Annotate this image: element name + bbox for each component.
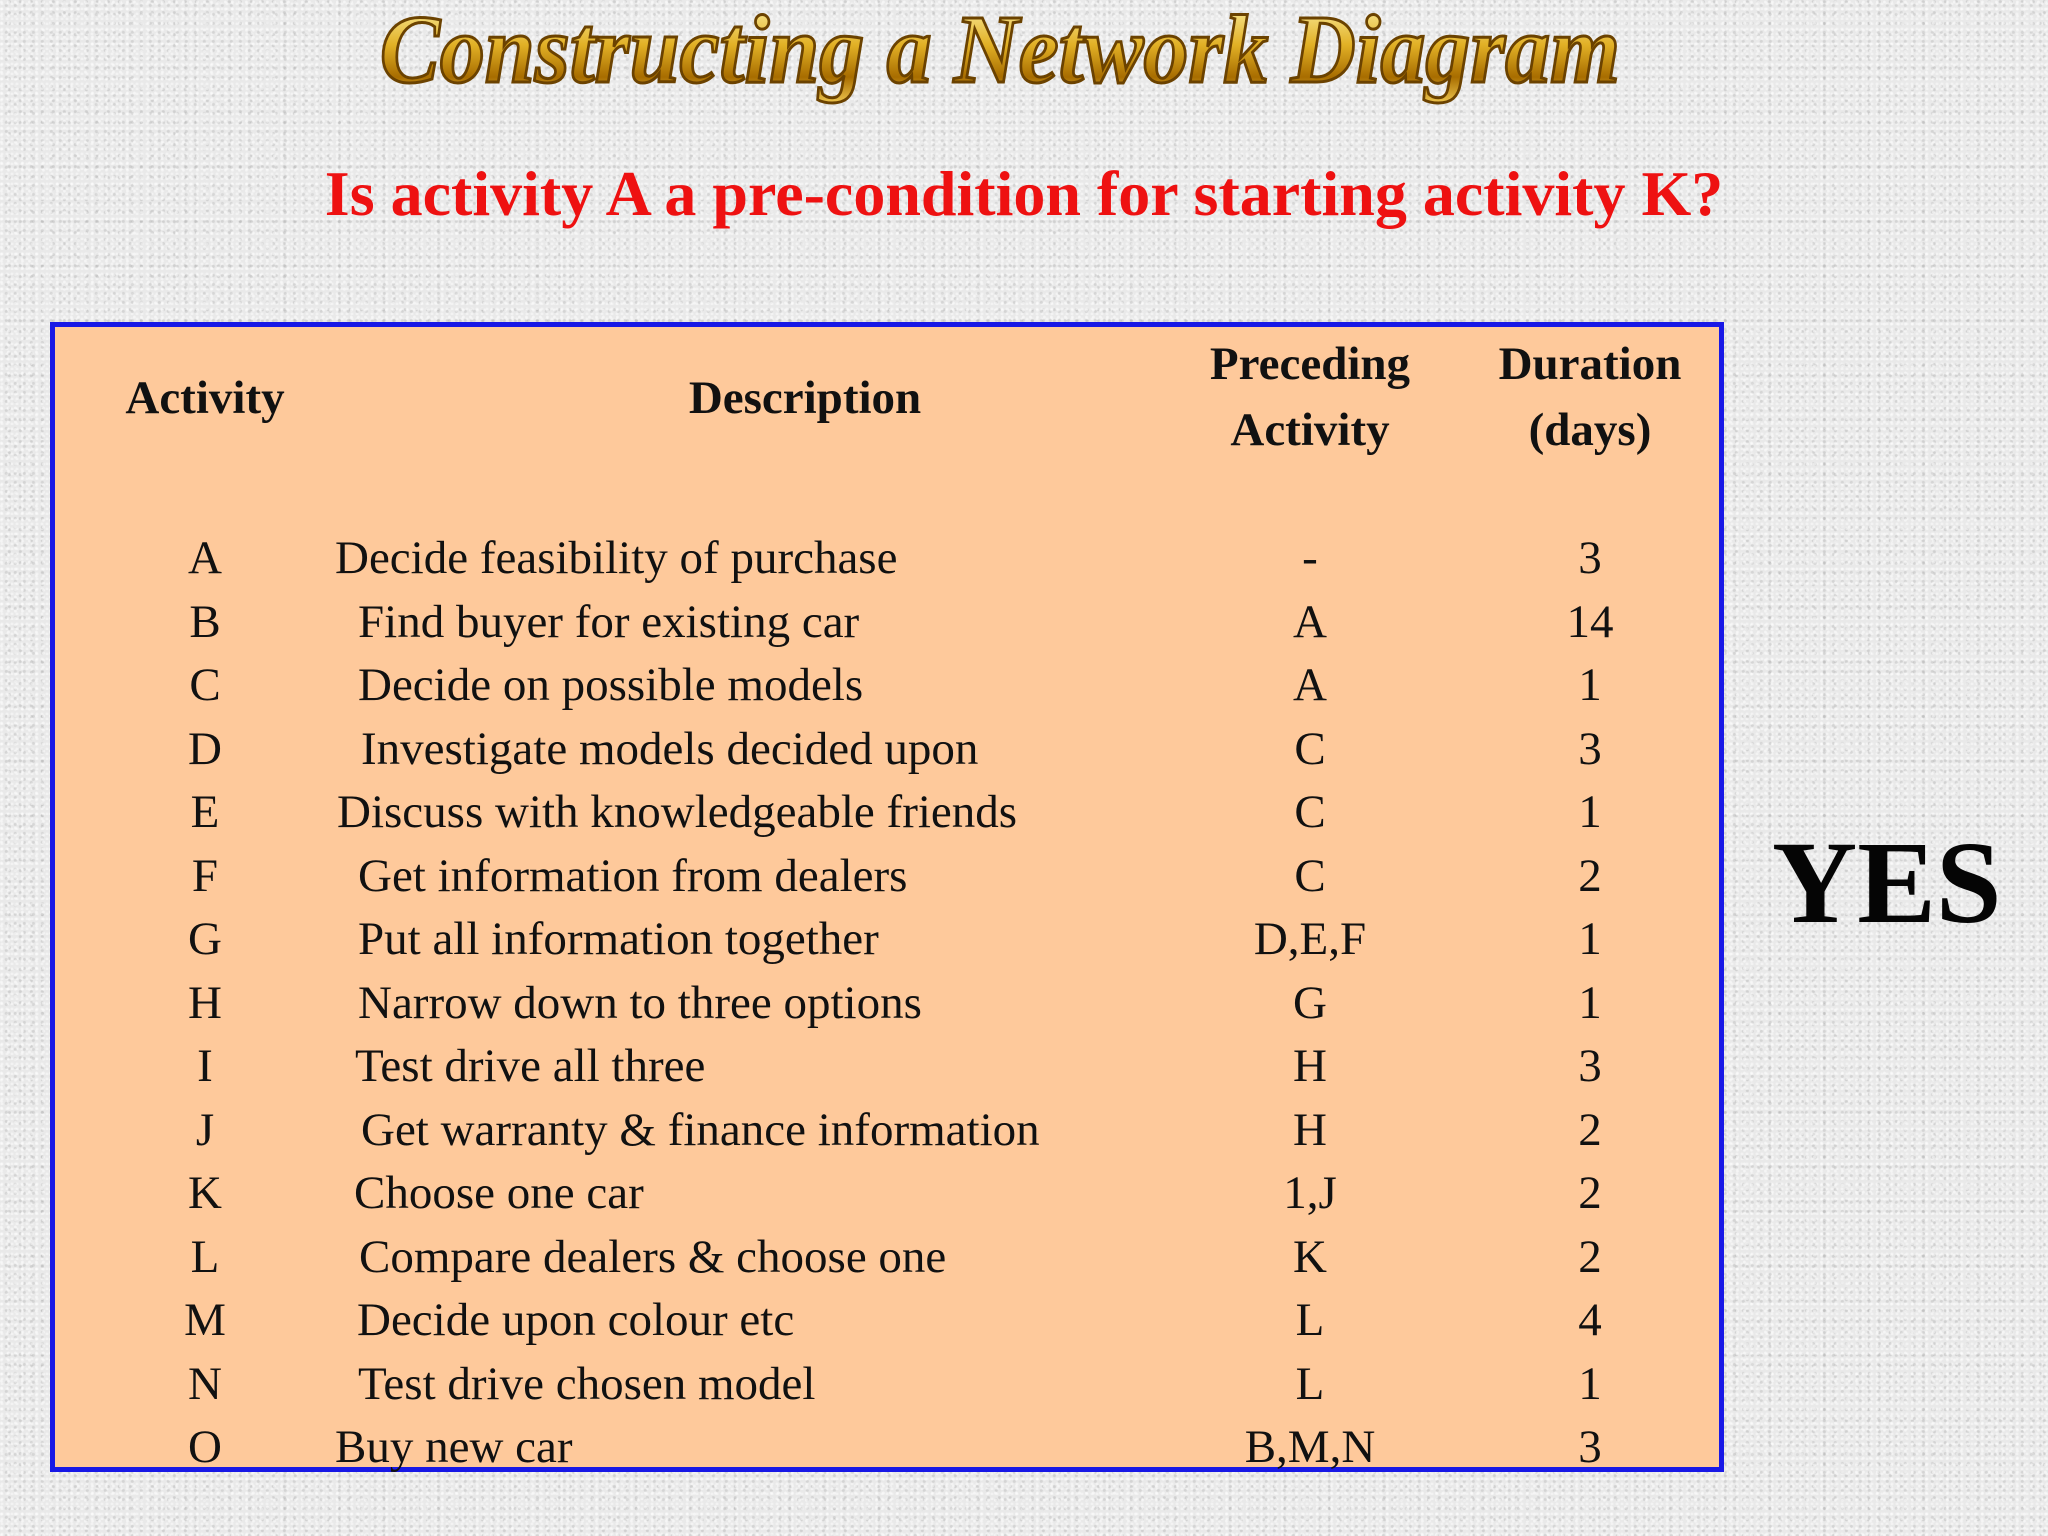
table-body	[55, 527, 1719, 1480]
table-row	[55, 1162, 1719, 1226]
title-text: Constructing a Network Diagram	[380, 0, 1620, 104]
cell-activity: D	[188, 722, 222, 775]
activity-table	[50, 322, 1724, 1472]
cell-preceding: K	[1293, 1230, 1327, 1283]
question-text: Is activity A a pre-condition for starting activity K?	[324, 158, 1724, 229]
cell-description: Decide feasibility of purchase	[335, 532, 898, 584]
cell-duration: 2	[1578, 1103, 1602, 1156]
cell-activity: N	[188, 1357, 222, 1410]
table-row	[55, 972, 1719, 1036]
cell-activity: F	[191, 849, 219, 902]
cell-preceding: 1,J	[1283, 1167, 1337, 1219]
cell-preceding: H	[1293, 1040, 1327, 1092]
cell-description: Discuss with knowledgeable friends	[337, 786, 1018, 838]
cell-duration: 3	[1578, 722, 1602, 775]
cell-preceding: H	[1293, 1103, 1327, 1156]
cell-duration: 3	[1578, 532, 1602, 584]
cell-activity: C	[189, 659, 221, 711]
table-row	[55, 1289, 1719, 1353]
header-activity: Activity	[125, 372, 285, 424]
header-preceding-line1: Preceding	[1209, 338, 1411, 390]
cell-duration: 14	[1566, 595, 1614, 648]
cell-preceding: G	[1293, 976, 1327, 1029]
header-preceding-activity	[1165, 331, 1455, 463]
cell-preceding: A	[1293, 595, 1327, 648]
cell-duration: 2	[1578, 1167, 1602, 1219]
cell-duration: 3	[1578, 1040, 1602, 1092]
cell-duration: 4	[1578, 1294, 1602, 1346]
cell-preceding: C	[1294, 722, 1326, 775]
cell-duration: 2	[1578, 849, 1602, 902]
cell-preceding: C	[1294, 849, 1326, 902]
header-preceding-line2: Activity	[1230, 404, 1390, 456]
cell-preceding: A	[1293, 659, 1327, 711]
cell-description: Get information from dealers	[358, 849, 908, 902]
cell-description: Put all information together	[358, 913, 879, 965]
table-row	[55, 1099, 1719, 1163]
cell-description: Find buyer for existing car	[358, 595, 860, 648]
table-row	[55, 845, 1719, 909]
table-row	[55, 1226, 1719, 1290]
cell-duration: 1	[1578, 1357, 1602, 1410]
cell-duration: 1	[1578, 976, 1602, 1029]
table-row	[55, 1416, 1719, 1480]
cell-duration: 3	[1578, 1421, 1602, 1473]
cell-activity: I	[197, 1040, 213, 1092]
cell-description: Choose one car	[354, 1167, 644, 1219]
cell-duration: 1	[1578, 913, 1602, 965]
cell-activity: J	[195, 1103, 215, 1156]
cell-description: Test drive chosen model	[358, 1357, 816, 1410]
header-duration	[1465, 331, 1715, 463]
cell-activity: A	[188, 532, 222, 584]
table-row	[55, 1353, 1719, 1417]
table-row	[55, 1035, 1719, 1099]
cell-activity: H	[188, 976, 222, 1029]
cell-activity: E	[190, 786, 220, 838]
cell-duration: 2	[1578, 1230, 1602, 1283]
table-row	[55, 781, 1719, 845]
cell-duration: 1	[1578, 786, 1602, 838]
cell-activity: B	[189, 595, 221, 648]
cell-description: Get warranty & finance information	[361, 1103, 1040, 1156]
cell-activity: M	[184, 1294, 226, 1346]
cell-description: Decide on possible models	[358, 659, 864, 711]
table-row	[55, 654, 1719, 718]
cell-activity: L	[190, 1230, 220, 1283]
cell-description: Decide upon colour etc	[357, 1294, 795, 1346]
cell-preceding: -	[1302, 532, 1318, 584]
header-duration-line2: (days)	[1528, 404, 1652, 456]
cell-activity: O	[188, 1421, 222, 1473]
header-description: Description	[688, 372, 922, 424]
table-row	[55, 591, 1719, 655]
cell-description: Narrow down to three options	[358, 976, 922, 1029]
cell-activity: G	[188, 913, 222, 965]
cell-activity: K	[188, 1167, 222, 1219]
cell-description: Investigate models decided upon	[361, 722, 979, 775]
cell-preceding: B,M,N	[1244, 1421, 1376, 1473]
slide-title	[0, 0, 2048, 110]
table-row	[55, 527, 1719, 591]
answer-text: YES	[1772, 817, 2002, 948]
header-duration-line1: Duration	[1498, 338, 1682, 390]
cell-preceding: L	[1295, 1294, 1325, 1346]
cell-description: Buy new car	[335, 1421, 573, 1473]
cell-preceding: D,E,F	[1253, 913, 1367, 965]
cell-duration: 1	[1578, 659, 1602, 711]
cell-preceding: L	[1295, 1357, 1325, 1410]
cell-description: Test drive all three	[355, 1040, 706, 1092]
cell-preceding: C	[1294, 786, 1326, 838]
table-row	[55, 908, 1719, 972]
cell-description: Compare dealers & choose one	[359, 1230, 947, 1283]
table-row	[55, 718, 1719, 782]
